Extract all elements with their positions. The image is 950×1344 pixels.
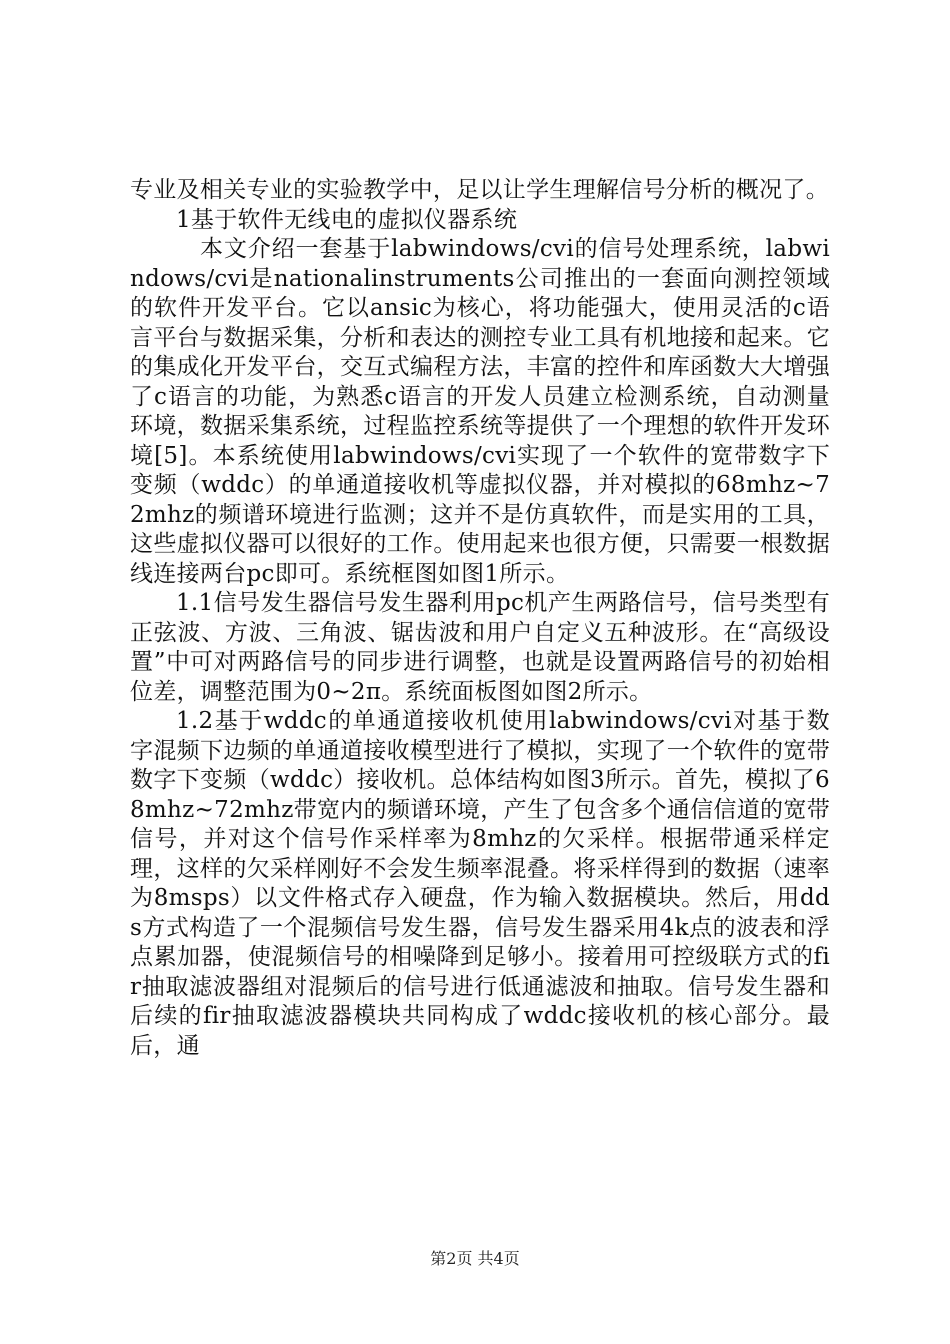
paragraph-continuation: 专业及相关专业的实验教学中，足以让学生理解信号分析的概况了。 <box>130 177 829 203</box>
document-body <box>130 176 830 1061</box>
page-number: 第2页 共4页 <box>430 1249 520 1268</box>
paragraph-wddc-receiver: 1.2基于wddc的单通道接收机使用labwindows/cvi对基于数字混频下边频的单通道接收模型进行了模拟，实现了一个软件的宽带数字下变频（wddc）接收机。总体结构如图3所示。首先，模拟了68mhz~72mhz带宽内的频谱环境，产生了包含多个通信信道的宽带信号，并对这个信号作采样率为8mhz的欠采样。根据带通采样定理，这样的欠采样刚好不会发生频率混叠。将采样得到的数据（速率为8msps）以文件格式存入硬盘，作为输入数据模块。然后，用dds方式构造了一个混频信号发生器，信号发生器采用4k点的波表和浮点累加器，使混频信号的相噪降到足够小。接着用可控级联方式的fir抽取滤波器组对混频后的信号进行低通滤波和抽取。信号发生器和后续的fir抽取滤波器模块共同构成了wddc接收机的核心部分。最后，通 <box>130 708 830 1059</box>
paragraph-intro: 本文介绍一套基于labwindows/cvi的信号处理系统，labwindows/cvi是nationalinstruments公司推出的一套面向测控领域的软件开发平台。它以ansic为核心，将功能强大，使用灵活的c语言平台与数据采集，分析和表达的测控专业工具有机地接和起来。它的集成化开发平台，交互式编程方法，丰富的控件和库函数大大增强了c语言的功能，为熟悉c语言的开发人员建立检测系统，自动测量环境，数据采集系统，过程监控系统等提供了一个理想的软件开发环境[5]。本系统使用labwindows/cvi实现了一个软件的宽带数字下变频（wddc）的单通道接收机等虚拟仪器，并对模拟的68mhz~72mhz的频谱环境进行监测；这并不是仿真软件，而是实用的工具，这些虚拟仪器可以很好的工作。使用起来也很方便，只需要一根数据线连接两台pc即可。系统框图如图1所示。 <box>130 236 830 587</box>
paragraph-signal-generator: 1.1信号发生器信号发生器利用pc机产生两路信号，信号类型有正弦波、方波、三角波、锯齿波和用户自定义五种波形。在“高级设置”中可对两路信号的同步进行调整，也就是设置两路信号的初始相位差，调整范围为0~2π。系统面板图如图2所示。 <box>130 590 830 705</box>
section-heading: 1基于软件无线电的虚拟仪器系统 <box>176 206 518 233</box>
